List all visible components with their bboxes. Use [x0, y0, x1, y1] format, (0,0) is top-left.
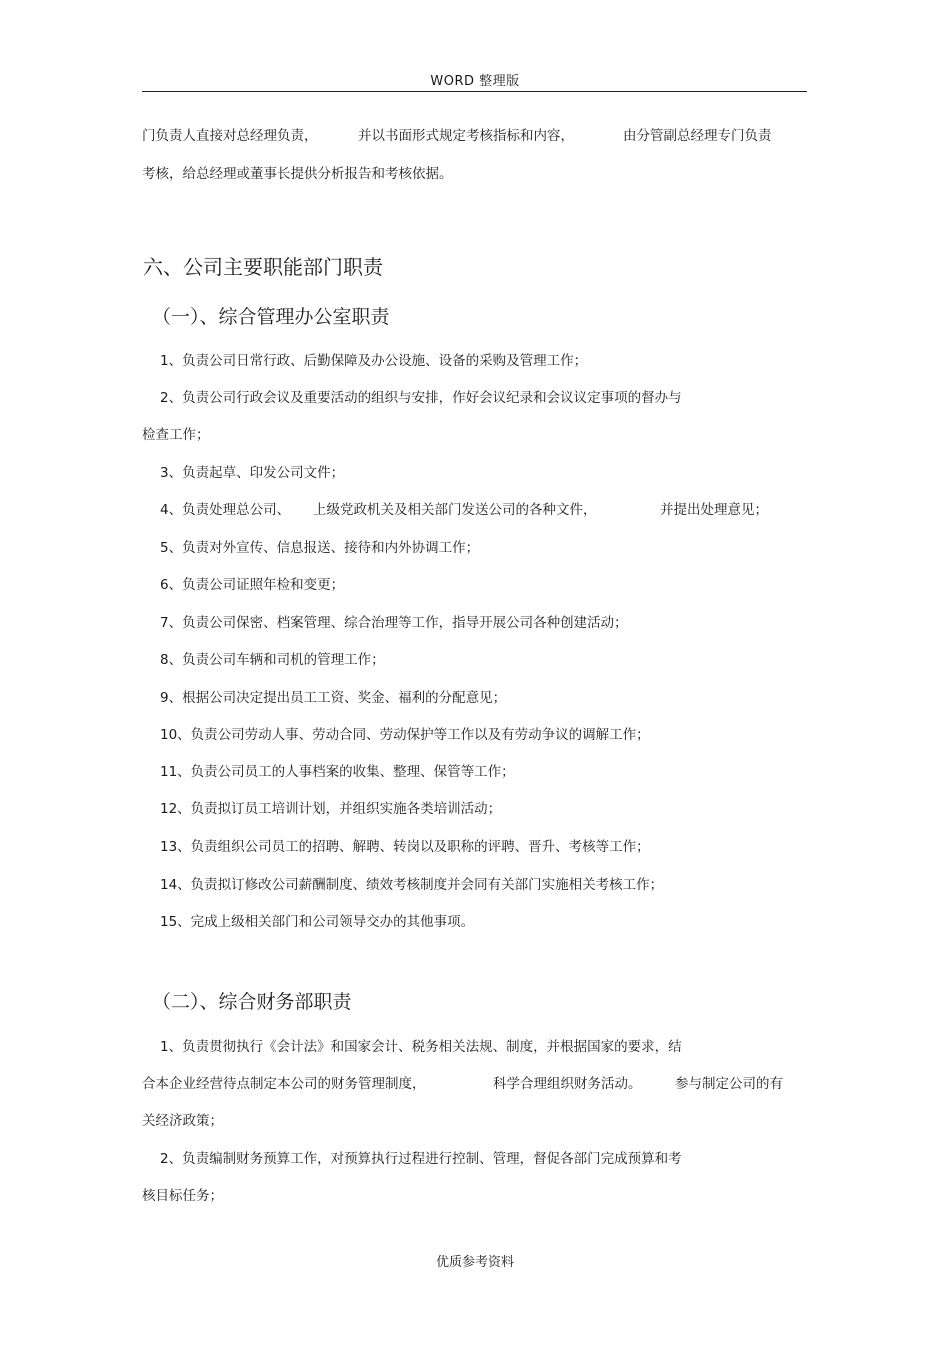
list-item: 6、负责公司证照年检和变更；	[160, 577, 345, 593]
list-item: 14、负责拟订修改公司薪酬制度、绩效考核制度并会同有关部门实施相关考核工作；	[160, 877, 664, 893]
subsection-heading-1: （一）、综合管理办公室职责	[152, 306, 390, 328]
page-footer: 优质参考资料	[435, 1255, 514, 1270]
intro-line-1a: 门负责人直接对总经理负责，	[142, 128, 318, 144]
intro-line-2: 考核，给总经理或董事长提供分析报告和考核依据。	[142, 166, 453, 182]
list-item: 13、负责组织公司员工的招聘、解聘、转岗以及职称的评聘、晋升、考核等工作；	[160, 839, 650, 855]
list-item: 2、负责公司行政会议及重要活动的组织与安排，作好会议纪录和会议议定事项的督办与	[160, 390, 682, 406]
list-item: 7、负责公司保密、档案管理、综合治理等工作，指导开展公司各种创建活动；	[160, 615, 628, 631]
subsection-heading-2: （二）、综合财务部职责	[152, 991, 352, 1013]
list-item: 2、负责编制财务预算工作，对预算执行过程进行控制、管理，督促各部门完成预算和考	[160, 1151, 682, 1167]
list-item: 11、负责公司员工的人事档案的收集、整理、保管等工作；	[160, 764, 515, 780]
list-item-continuation: 合本企业经营待点制定本公司的财务管理制度，	[142, 1076, 426, 1092]
list-item-part: 上级党政机关及相关部门发送公司的各种文件，	[313, 502, 597, 518]
page-header: WORD 整理版	[430, 74, 520, 89]
list-item: 9、根据公司决定提出员工工资、奖金、福利的分配意见；	[160, 690, 507, 706]
list-item: 8、负责公司车辆和司机的管理工作；	[160, 652, 385, 668]
list-item: 4、负责处理总公司、	[160, 502, 291, 518]
list-item-continuation: 关经济政策；	[142, 1113, 223, 1129]
list-item-continuation: 检查工作；	[142, 427, 210, 443]
header-rule	[142, 91, 807, 92]
list-item-part: 科学合理组织财务活动。	[493, 1076, 642, 1092]
list-item: 15、完成上级相关部门和公司领导交办的其他事项。	[160, 914, 475, 930]
list-item-continuation: 核目标任务；	[142, 1188, 223, 1204]
intro-line-1c: 由分管副总经理专门负责	[623, 128, 772, 144]
list-item-part: 并提出处理意见；	[660, 502, 768, 518]
list-item: 5、负责对外宣传、信息报送、接待和内外协调工作；	[160, 540, 480, 556]
list-item: 3、负责起草、印发公司文件；	[160, 465, 345, 481]
intro-line-1b: 并以书面形式规定考核指标和内容，	[358, 128, 574, 144]
section-heading: 六、公司主要职能部门职责	[143, 255, 383, 279]
list-item: 12、负责拟订员工培训计划，并组织实施各类培训活动；	[160, 801, 502, 817]
list-item: 1、负责公司日常行政、后勤保障及办公设施、设备的采购及管理工作；	[160, 353, 588, 369]
list-item: 10、负责公司劳动人事、劳动合同、劳动保护等工作以及有劳动争议的调解工作；	[160, 727, 650, 743]
list-item: 1、负责贯彻执行《会计法》和国家会计、税务相关法规、制度，并根据国家的要求，结	[160, 1039, 682, 1055]
list-item-part: 参与制定公司的有	[675, 1076, 783, 1092]
